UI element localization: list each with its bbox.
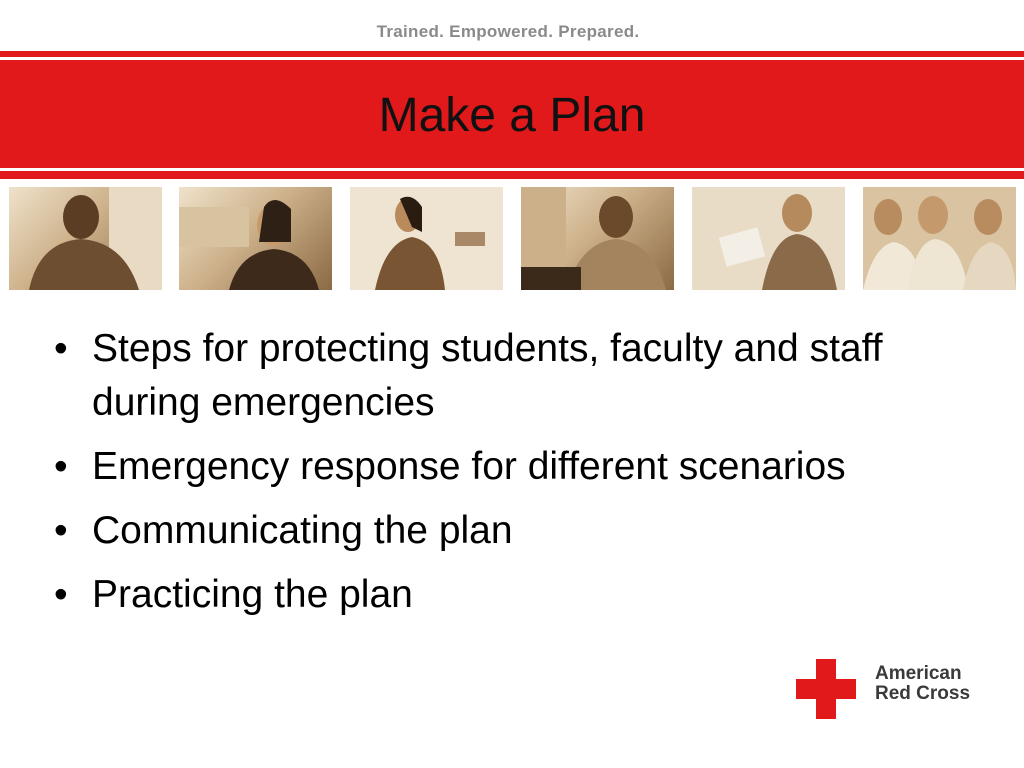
bullet-dot: •: [54, 573, 68, 616]
bullet-dot: •: [54, 445, 68, 488]
red-cross-icon: [796, 659, 856, 719]
bullet-item: [50, 568, 990, 622]
bullet-item: [50, 504, 990, 558]
bullet-dot: •: [54, 327, 68, 370]
photo-woman-desk: [521, 187, 674, 290]
photo-strip: [9, 187, 1019, 290]
bullet-item: [50, 322, 990, 430]
logo-wordmark: [875, 664, 970, 704]
title-band: [0, 51, 1024, 179]
band-stripe-bottom: [0, 168, 1024, 171]
bullet-item: [50, 440, 990, 494]
tagline: Trained. Empowered. Prepared.: [376, 22, 640, 41]
photo-woman-profile: [350, 187, 503, 290]
band-stripe-top: [0, 57, 1024, 60]
bullet-text: Communicating the plan: [92, 509, 513, 552]
bullet-dot: •: [54, 509, 68, 552]
slide-title: Make a Plan: [378, 89, 646, 142]
red-cross-logo: [796, 659, 986, 721]
photo-young-man: [9, 187, 162, 290]
logo-line-2: Red Cross: [875, 683, 971, 704]
bullet-text: Practicing the plan: [92, 573, 413, 616]
logo-line-1: American: [875, 663, 962, 684]
photo-group-team: [863, 187, 1016, 290]
bullet-text: Emergency response for different scenarios: [92, 445, 846, 488]
photo-man-papers: [692, 187, 845, 290]
bullet-list: [50, 322, 990, 632]
bullet-text: Steps for protecting students, faculty and staff during emergencies: [92, 327, 883, 424]
photo-woman-backpack: [179, 187, 332, 290]
